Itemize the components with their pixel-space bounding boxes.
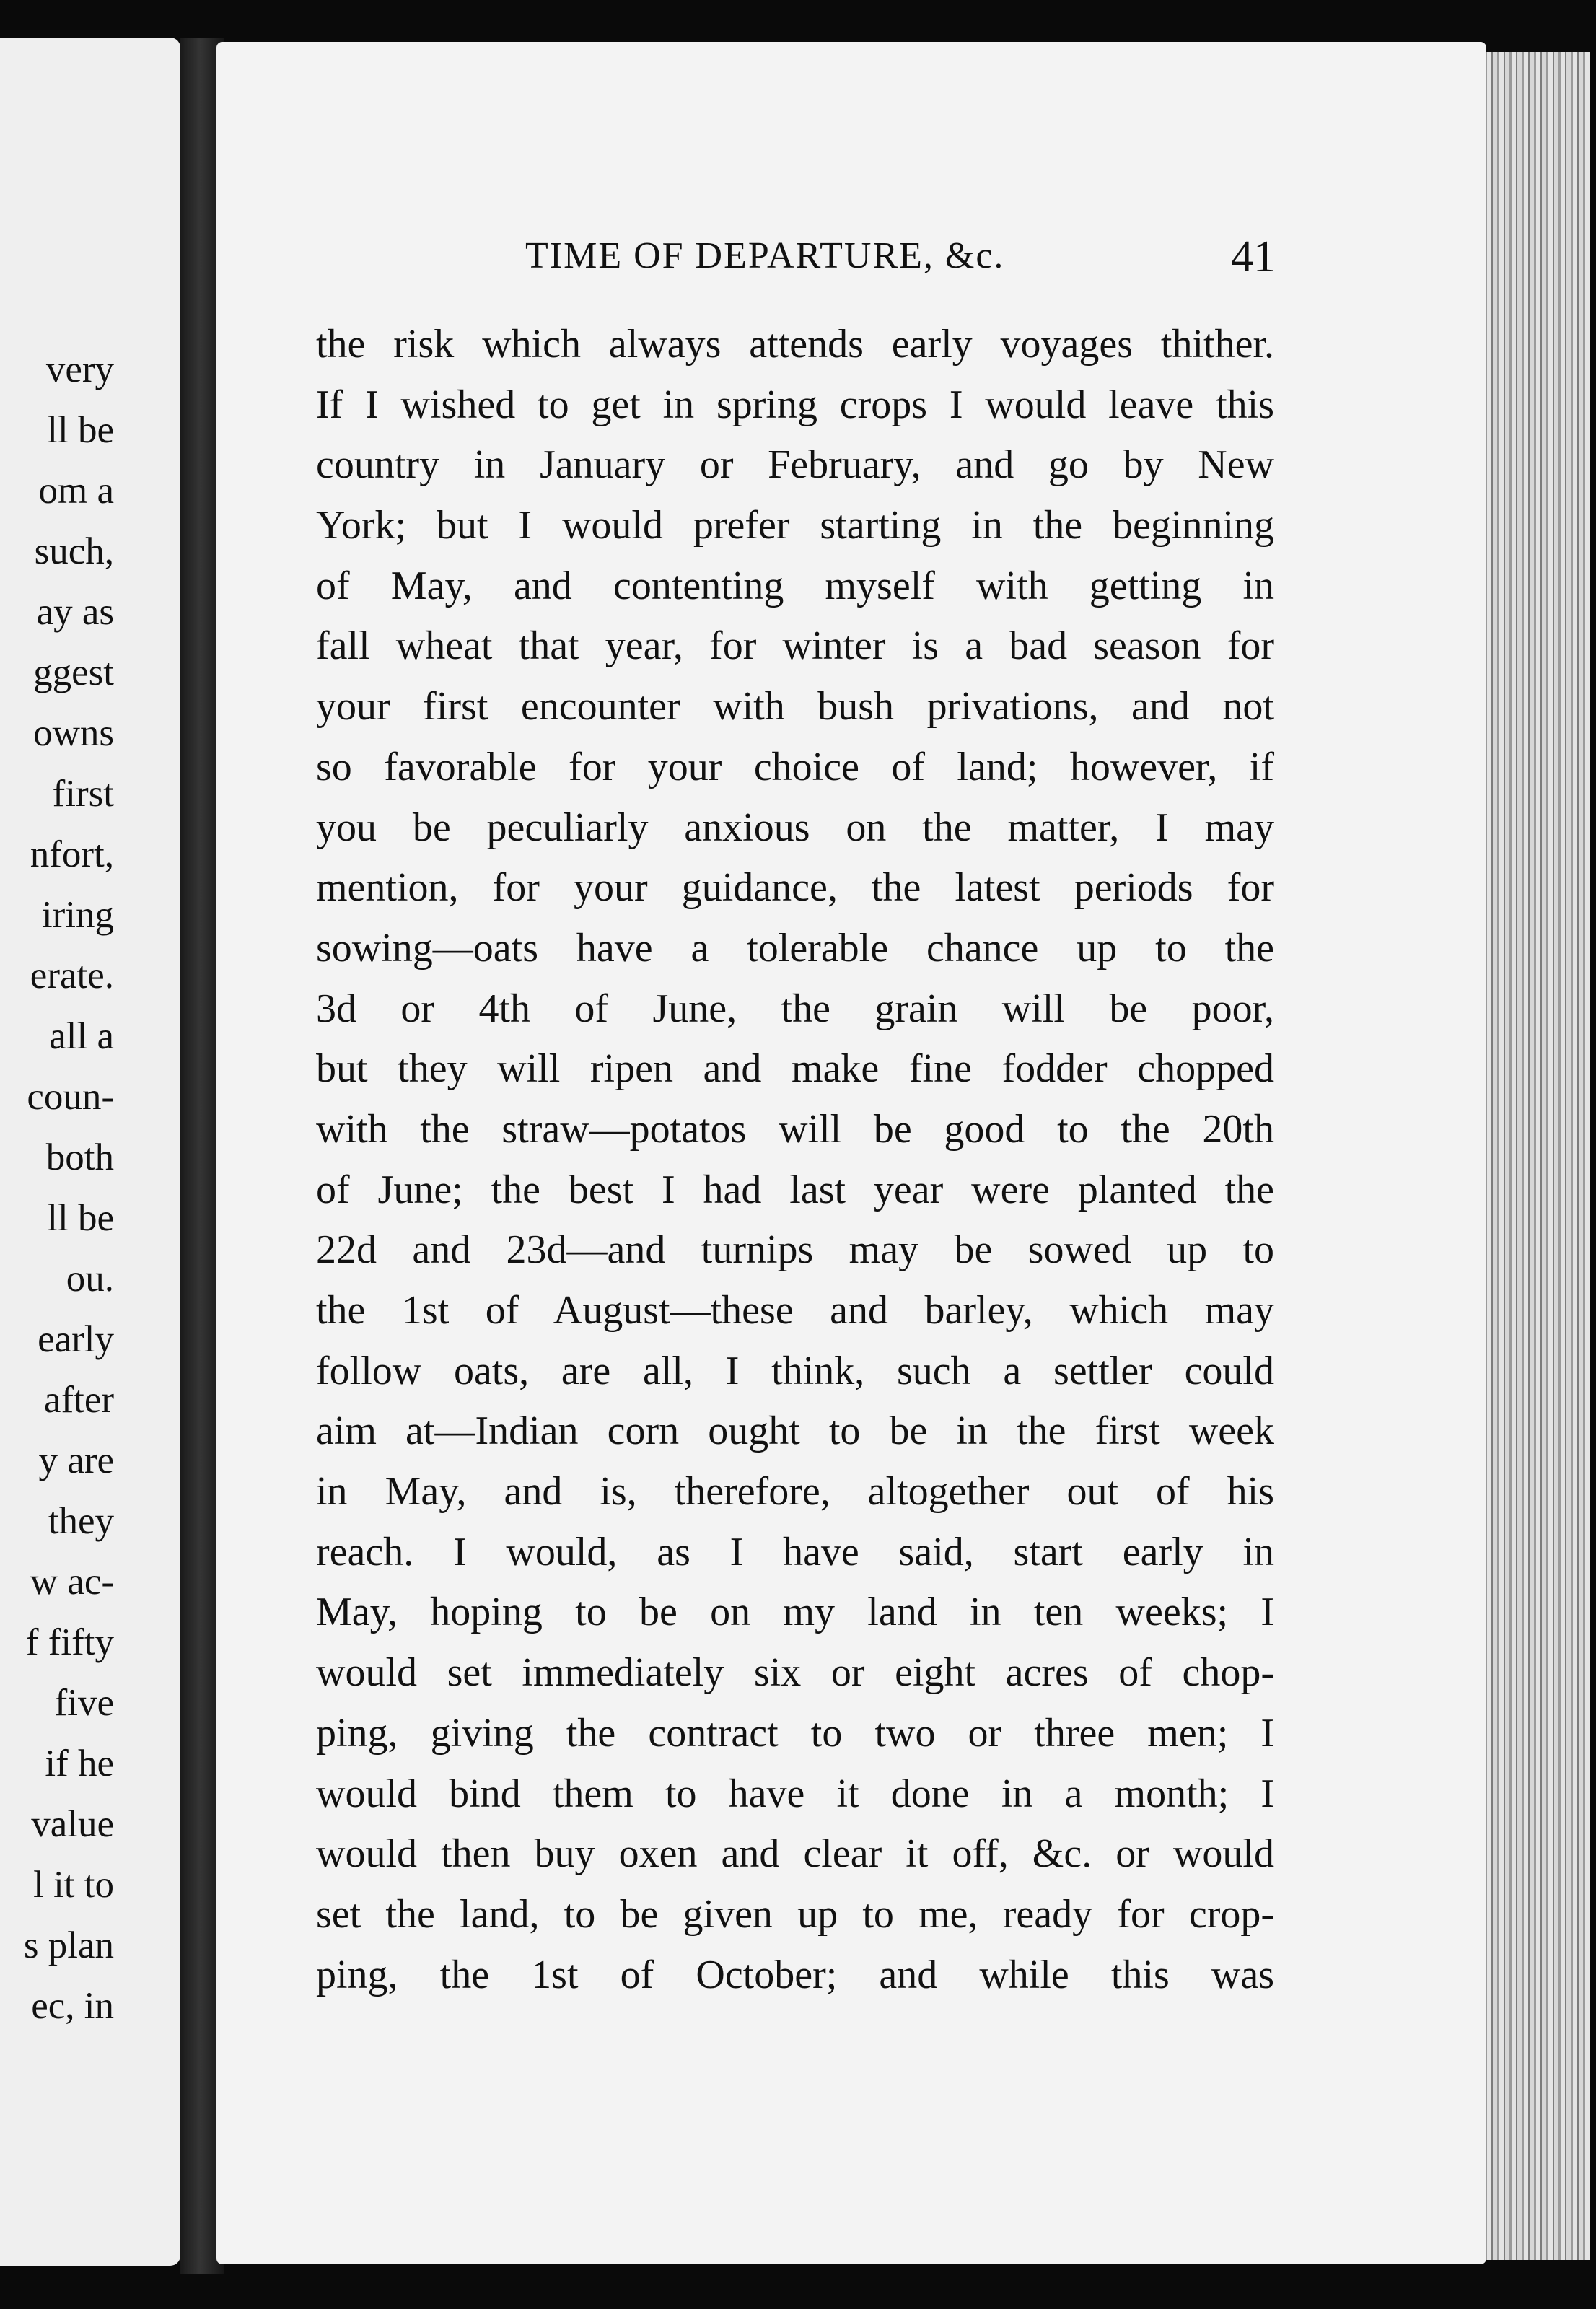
text-line: 22d and 23d—and turnips may be sowed up to — [316, 1227, 1274, 1273]
text-line: mention, for your guidance, the latest periods for — [316, 865, 1274, 911]
text-line: the risk which always attends early voyages thither. — [316, 322, 1274, 367]
left-page-fragment: ggest — [33, 652, 114, 693]
text-line: set the land, to be given up to me, ready for crop- — [316, 1891, 1274, 1937]
text-line: but they will ripen and make fine fodder chopped — [316, 1046, 1274, 1092]
left-page-fragment: after — [43, 1379, 114, 1421]
left-page-fragment: y are — [38, 1440, 114, 1481]
text-line: sowing—oats have a tolerable chance up to the — [316, 925, 1274, 971]
text-line: country in January or February, and go by New — [316, 442, 1274, 488]
left-page-fragment: very — [45, 349, 114, 390]
page-edges — [1481, 52, 1590, 2260]
left-page-fragment: ll be — [47, 409, 114, 451]
left-page-fragment: ou. — [66, 1258, 114, 1300]
left-page-text-fragments — [24, 339, 114, 2036]
left-page-fragment: first — [52, 773, 114, 815]
left-page-fragment: l it to — [33, 1864, 114, 1906]
left-page-fragment: early — [38, 1318, 114, 1360]
left-page-fragment: om a — [38, 470, 114, 512]
text-line: aim at—Indian corn ought to be in the first week — [316, 1408, 1274, 1454]
left-page-fragment: if he — [45, 1743, 114, 1784]
left-page-fragment: erate. — [30, 955, 114, 996]
text-line: with the straw—potatos will be good to the 20th — [316, 1106, 1274, 1152]
text-line: would set immediately six or eight acres of chop- — [316, 1650, 1274, 1696]
text-line: May, hoping to be on my land in ten weeks; I — [316, 1590, 1274, 1635]
left-page-fragment: value — [31, 1803, 114, 1845]
text-line: ping, the 1st of October; and while this was — [316, 1952, 1274, 1997]
left-page-fragment: coun- — [27, 1076, 114, 1118]
left-page-fragment: both — [45, 1136, 114, 1178]
running-title: TIME OF DEPARTURE, &c. — [525, 235, 1005, 276]
running-head — [525, 232, 1276, 285]
left-page-fragment: ay as — [36, 591, 114, 633]
left-page-fragment: ll be — [47, 1197, 114, 1239]
text-line: so favorable for your choice of land; however, if — [316, 744, 1274, 789]
text-line: If I wished to get in spring crops I would leave this — [316, 382, 1274, 427]
text-line: of May, and contenting myself with getting in — [316, 563, 1274, 608]
left-page-fragment: w ac- — [30, 1561, 114, 1603]
text-line: reach. I would, as I have said, start early in — [316, 1529, 1274, 1574]
left-page-fragment: owns — [33, 712, 114, 754]
text-line: your first encounter with bush privations, and not — [316, 684, 1274, 729]
left-page-fragment: five — [54, 1682, 114, 1724]
text-line: would bind them to have it done in a month; I — [316, 1771, 1274, 1816]
text-line: of June; the best I had last year were planted the — [316, 1167, 1274, 1212]
text-line: 3d or 4th of June, the grain will be poor, — [316, 986, 1274, 1031]
text-line: York; but I would prefer starting in the beginning — [316, 503, 1274, 548]
left-page-fragment: they — [48, 1500, 114, 1542]
left-page-fragment: such, — [34, 530, 114, 572]
text-line: would then buy oxen and clear it off, &c. or would — [316, 1831, 1274, 1877]
left-page — [0, 38, 180, 2266]
left-page-fragment: iring — [41, 894, 114, 936]
text-line: fall wheat that year, for winter is a bad season for — [316, 623, 1274, 669]
text-line: follow oats, are all, I think, such a settler could — [316, 1348, 1274, 1393]
text-line: you be peculiarly anxious on the matter, I may — [316, 805, 1274, 850]
left-page-fragment: f fifty — [25, 1621, 114, 1663]
page-number: 41 — [1231, 232, 1276, 281]
left-page-fragment: s plan — [23, 1924, 114, 1966]
left-page-fragment: nfort, — [30, 833, 114, 875]
body-text — [316, 315, 1274, 2005]
text-line: ping, giving the contract to two or three men; I — [316, 1710, 1274, 1756]
text-line: in May, and is, therefore, altogether out of his — [316, 1469, 1274, 1515]
left-page-fragment: all a — [49, 1015, 114, 1057]
left-page-fragment: ec, in — [31, 1985, 114, 2027]
text-line: the 1st of August—these and barley, which may — [316, 1288, 1274, 1333]
